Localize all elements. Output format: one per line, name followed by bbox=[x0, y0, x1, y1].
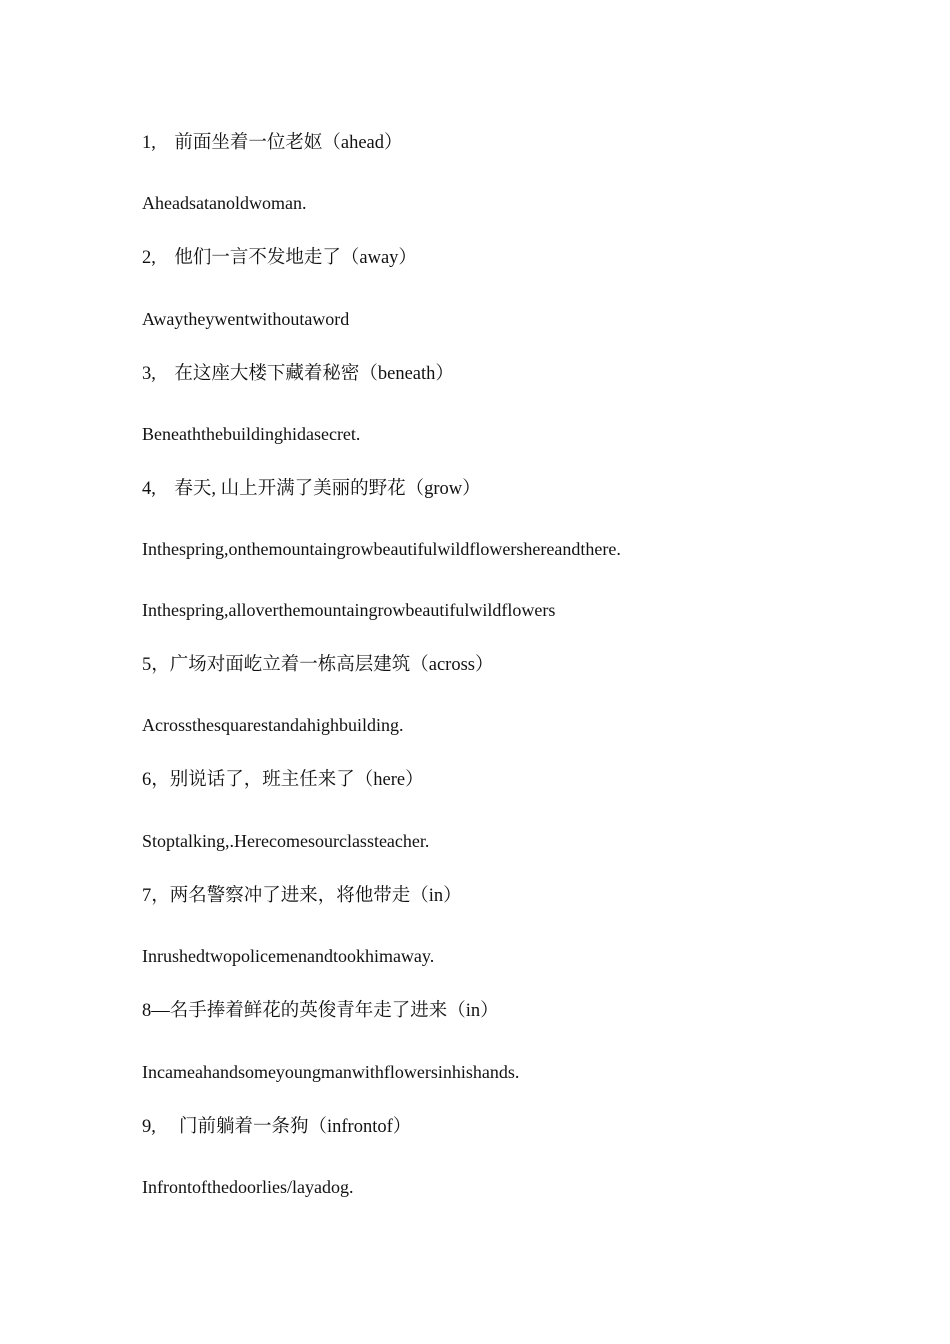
question-5: 5，广场对面屹立着一栋高层建筑（across） bbox=[142, 655, 494, 675]
question-8: 8—名手捧着鲜花的英俊青年走了进来（in） bbox=[142, 1001, 499, 1021]
answer-3: Beneaththebuildinghidasecret. bbox=[142, 424, 361, 444]
answer-2: Awaytheywentwithoutaword bbox=[142, 309, 350, 329]
answer-1: Aheadsatanoldwoman. bbox=[142, 193, 307, 213]
question-1: 1, 前面坐着一位老妪（ahead） bbox=[142, 133, 403, 153]
question-7: 7，两名警察冲了进来，将他带走（in） bbox=[142, 886, 462, 906]
question-2: 2, 他们一言不发地走了（away） bbox=[142, 248, 417, 268]
answer-9: Infrontofthedoorlies/layadog. bbox=[142, 1177, 354, 1197]
question-3: 3, 在这座大楼下藏着秘密（beneath） bbox=[142, 364, 454, 384]
question-9: 9, 门前躺着一条狗（infrontof） bbox=[142, 1117, 412, 1137]
question-6: 6，别说话了，班主任来了（here） bbox=[142, 770, 424, 790]
answer-6: Stoptalking,.Herecomesourclassteacher. bbox=[142, 831, 430, 851]
answer-4a: Inthespring,onthemountaingrowbeautifulwildflowershereandthere. bbox=[142, 539, 621, 559]
answer-4b: Inthespring,alloverthemountaingrowbeautifulwildflowers bbox=[142, 600, 556, 620]
answer-7: Inrushedtwopolicemenandtookhimaway. bbox=[142, 946, 435, 966]
answer-8: Incameahandsomeyoungmanwithflowersinhishands. bbox=[142, 1062, 520, 1082]
question-4: 4, 春天, 山上开满了美丽的野花（grow） bbox=[142, 479, 481, 499]
answer-5: Acrossthesquarestandahighbuilding. bbox=[142, 715, 404, 735]
